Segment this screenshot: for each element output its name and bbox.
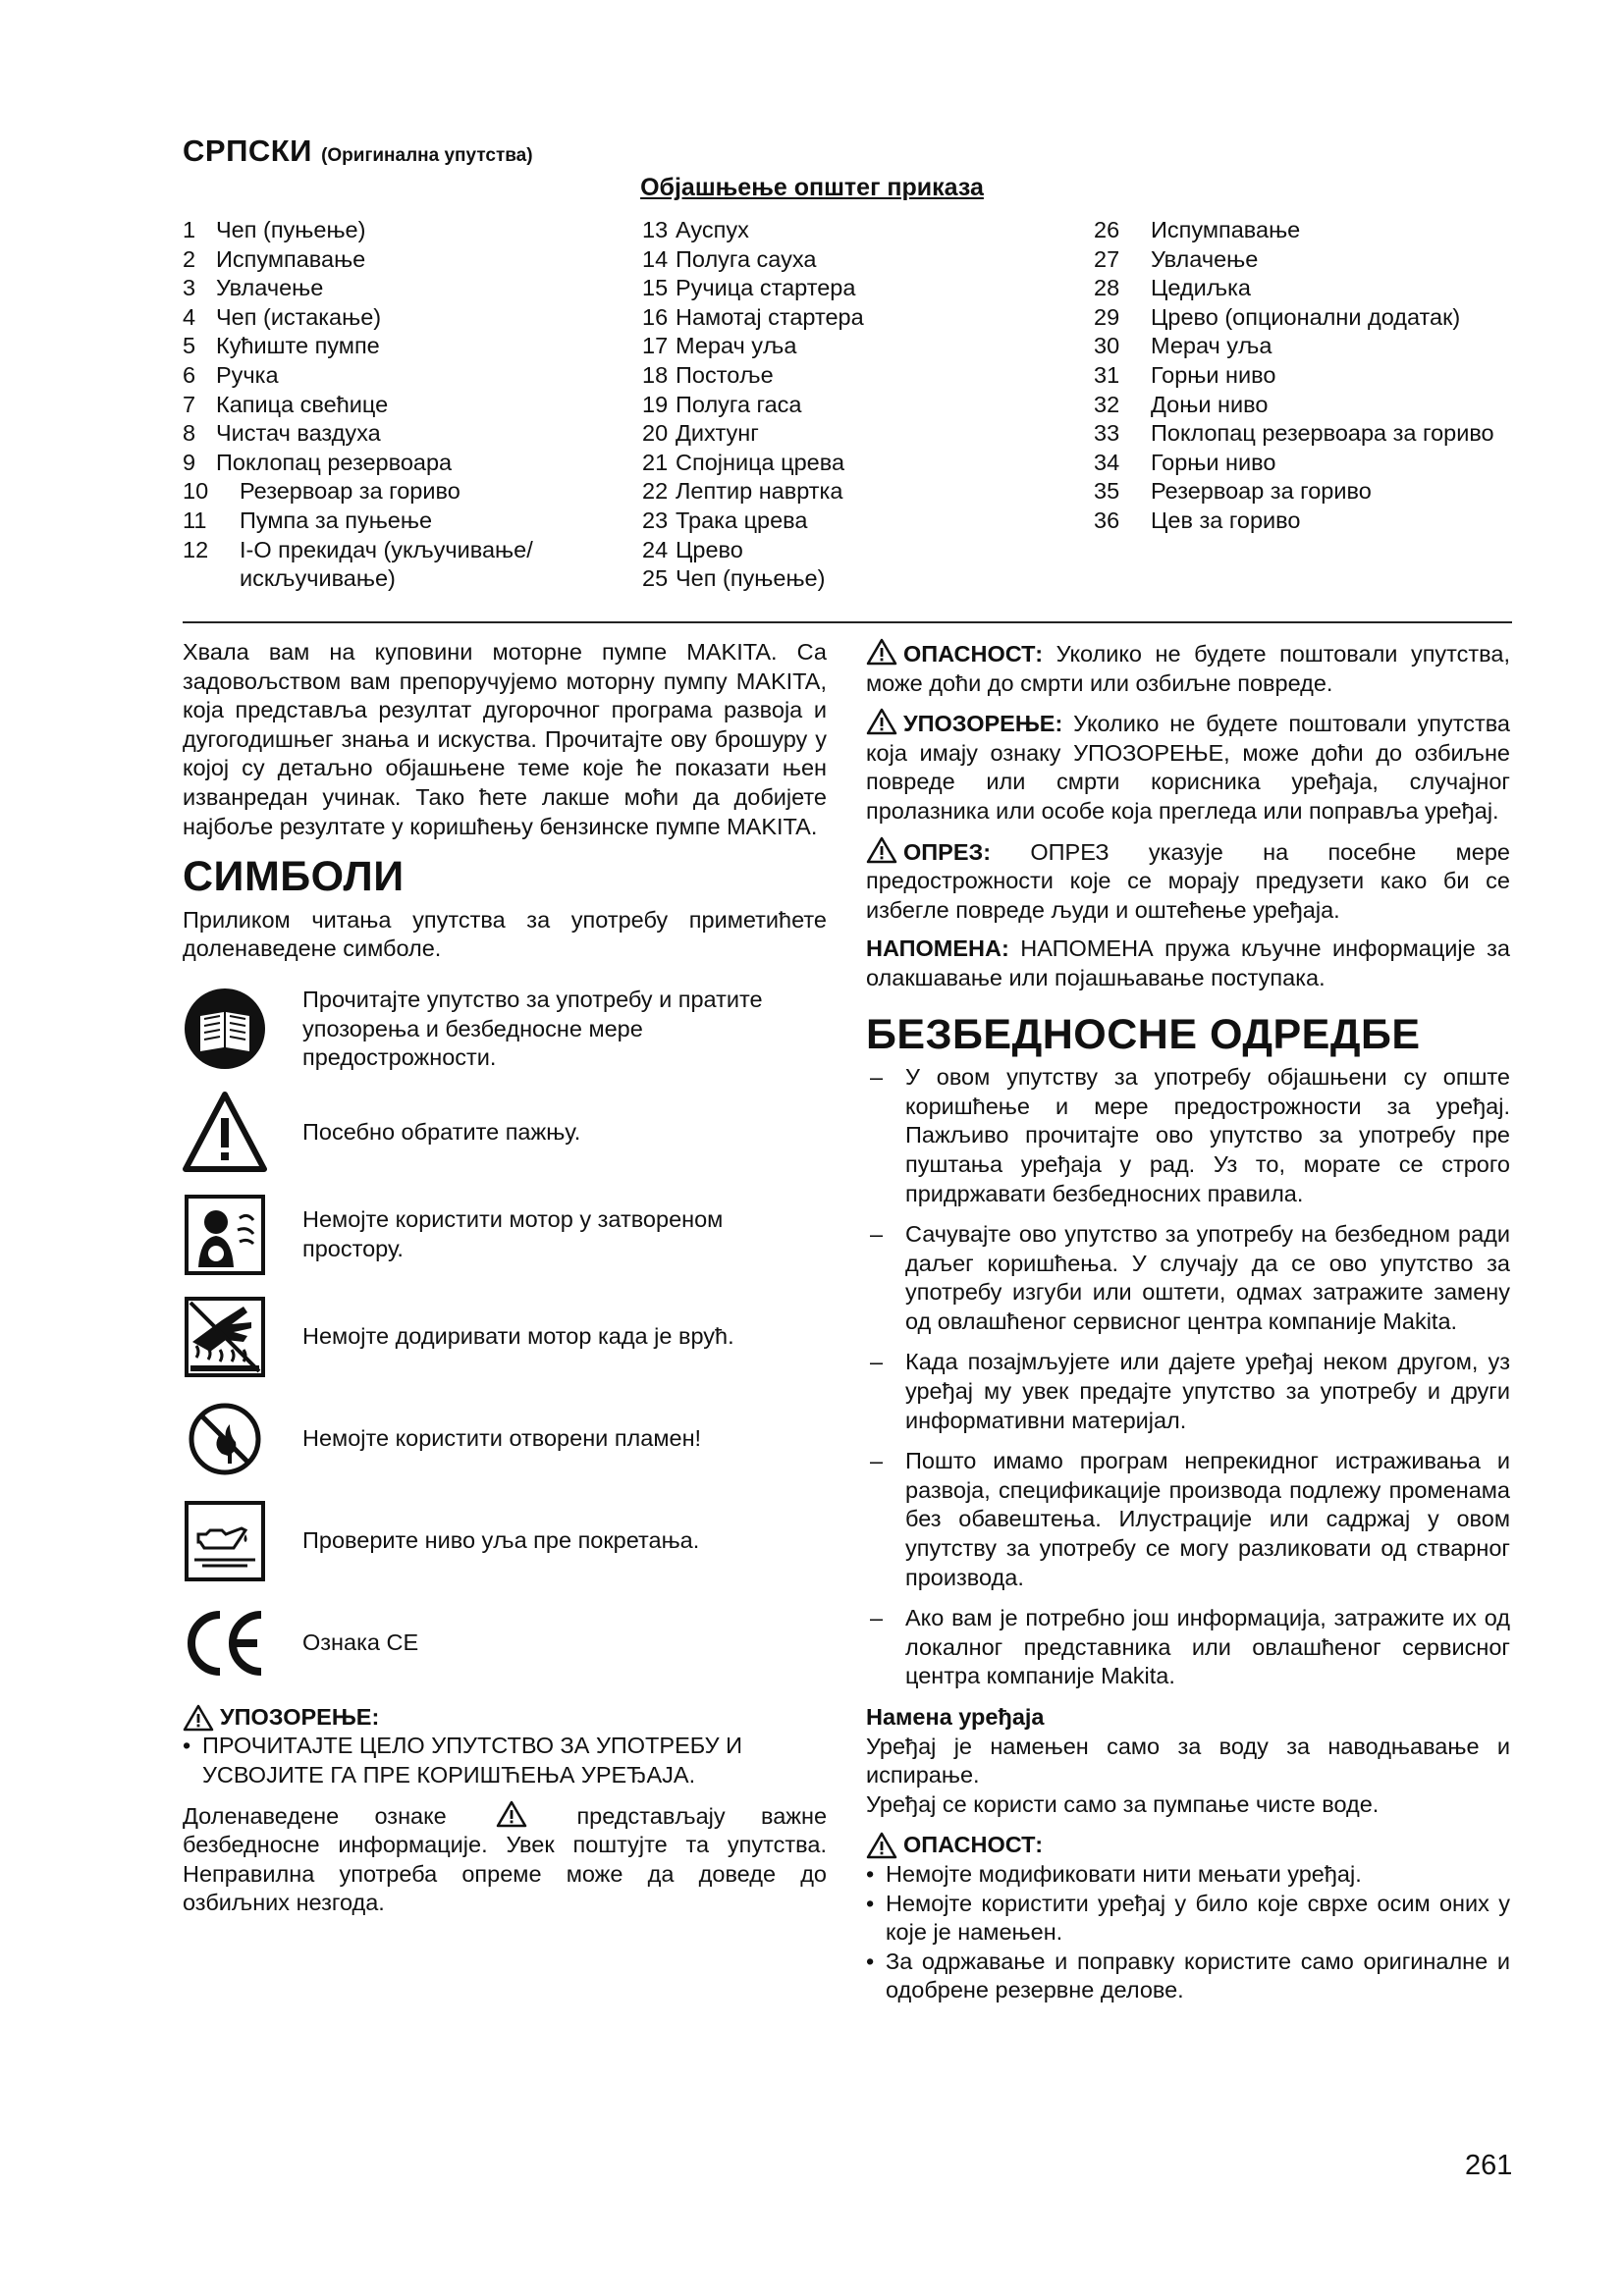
part-number: 7 (183, 391, 196, 417)
part-number: 13 (642, 217, 669, 242)
overview-title: Објашњење општег приказа (640, 174, 984, 201)
part-number: 22 (642, 478, 669, 505)
part-number: 24 (642, 536, 669, 562)
part-item (642, 216, 1074, 245)
part-label: Мерач уља (1151, 333, 1272, 359)
part-item (183, 303, 615, 333)
section-divider (183, 621, 1512, 623)
part-number: 3 (183, 275, 196, 301)
part-item (1094, 477, 1526, 507)
part-item (642, 303, 1074, 333)
part-number: 15 (642, 275, 669, 301)
safety-heading: БЕЗБЕДНОСНЕ ОДРЕДБЕ (866, 1010, 1421, 1058)
safety-item: – Ако вам је потребно још информација, затражите их од локалног представника или овлашћеног сервисног центра компаније Makita. (870, 1605, 1510, 1689)
part-number: 1 (183, 217, 196, 242)
safety-item: – У овом упутству за употребу објашњени су опште коришћење и мере предострожности за уређај. Пажљиво прочитајте ово упутство за употребу пре пуштања уређаја у рад. Уз то, морате се строго придржавати безбедносних правила. (870, 1064, 1510, 1206)
part-label: Црево (опционални додатак) (1151, 303, 1461, 330)
parts-list-column-3 (1094, 216, 1526, 536)
part-label: Чистач ваздуха (216, 420, 381, 447)
part-label: I-O прекидач (укључивање/ искључивање) (240, 536, 533, 592)
part-item (183, 361, 615, 391)
intro-paragraph: Хвала вам на куповини моторне пумпе MAKITA. Са задовољством вам препоручујемо моторну пумпу MAKITA, која представља резултат дугорочног програма развоја и дугогодишњег знања и искуства. Прочитајте ову брошуру у којој су детаљно објашњене теме које ће показати њен изванредан учинак. Тако ћете лакше моћи да добијете најбоље резултате у коришћењу бензинске пумпе MAKITA. (183, 639, 827, 839)
part-number: 33 (1094, 420, 1120, 447)
part-number: 8 (183, 420, 196, 447)
warning-triangle-icon (866, 836, 897, 864)
right-column (866, 638, 1510, 2005)
part-item (1094, 245, 1526, 275)
part-number: 5 (183, 333, 196, 359)
part-item (1094, 419, 1526, 449)
symbol-row: Немојте користити отворени пламен! (183, 1397, 827, 1481)
purpose-heading: Намена уређаја (866, 1704, 1045, 1730)
notice-caution: ОПРЕЗ: ОПРЕЗ указује на посебне мере предострожности које се морају предузети како би се избегле повреде људи и оштећење уређаја. (866, 836, 1510, 926)
part-label: Испумпавање (1151, 217, 1301, 242)
part-item (642, 274, 1074, 303)
danger-heading: ОПАСНОСТ: (866, 1831, 1510, 1860)
danger-item: • Немојте користити уређај у било које сврхе осим оних у које је намењен. (866, 1890, 1510, 1946)
part-item (183, 449, 615, 478)
part-label: Цедиљка (1151, 275, 1251, 301)
no-open-flame-icon (183, 1397, 267, 1481)
part-item (183, 536, 615, 594)
part-number: 4 (183, 303, 196, 330)
symbol-row: Ознака CE (183, 1601, 827, 1685)
part-label: Дихтунг (676, 420, 759, 447)
symbol-row: Немојте користити мотор у затвореном простору. (183, 1193, 827, 1277)
warning-heading: УПОЗОРЕЊЕ: (183, 1703, 827, 1733)
part-label: Полуга сауха (676, 245, 817, 272)
part-number: 21 (642, 449, 669, 475)
part-number: 30 (1094, 333, 1120, 359)
symbol-row: Немојте додиривати мотор када је врућ. (183, 1295, 827, 1379)
purpose-text-1: Уређај је намењен само за воду за наводњавање и испирање. (866, 1733, 1510, 1789)
notice-danger: ОПАСНОСТ: Уколико не будете поштовали упутства, може доћи до смрти или озбиљне повреде. (866, 638, 1510, 698)
part-number: 28 (1094, 275, 1120, 301)
part-item (1094, 391, 1526, 420)
parts-list-column-1 (183, 216, 615, 594)
danger-item: • Немојте модификовати нити мењати уређај. (866, 1860, 1362, 1887)
symbols-heading: СИМБОЛИ (183, 853, 405, 901)
warning-triangle-icon (866, 638, 897, 666)
part-label: Пумпа за пуњење (240, 507, 433, 533)
part-item (642, 449, 1074, 478)
no-enclosed-space-icon (183, 1193, 267, 1277)
part-item (183, 274, 615, 303)
part-label: Чеп (истакање) (216, 303, 382, 330)
part-number: 2 (183, 245, 196, 272)
warning-triangle-icon (183, 1091, 267, 1175)
part-number: 16 (642, 303, 669, 330)
part-label: Горњи ниво (1151, 361, 1276, 388)
part-item (183, 391, 615, 420)
part-item (642, 419, 1074, 449)
symbol-row: Проверите ниво уља пре покретања. (183, 1499, 827, 1583)
part-item (642, 507, 1074, 536)
part-label: Постоље (676, 361, 774, 388)
part-number: 11 (183, 507, 207, 533)
part-label: Увлачење (216, 275, 324, 301)
part-label: Испумпавање (216, 245, 366, 272)
part-number: 35 (1094, 478, 1120, 505)
safety-item: – Када позајмљујете или дајете уређај неком другом, уз уређај му увек предајте упутство за употребу и други информативни материјал. (870, 1349, 1510, 1433)
language-heading: СРПСКИ (Оригинална упутства) (183, 133, 533, 168)
part-label: Цев за гориво (1151, 507, 1301, 533)
part-label: Спојница црева (676, 449, 845, 475)
warning-triangle-icon (496, 1800, 527, 1828)
part-number: 26 (1094, 217, 1120, 242)
part-label: Чеп (пуњење) (676, 565, 826, 592)
read-manual-icon (183, 987, 267, 1071)
danger-list (866, 1860, 1510, 2005)
part-item (183, 245, 615, 275)
part-label: Трака црева (676, 507, 808, 533)
part-item (183, 216, 615, 245)
safety-list (866, 1063, 1510, 1691)
part-label: Лептир навртка (676, 478, 843, 505)
part-item (642, 564, 1074, 594)
part-number: 27 (1094, 245, 1120, 272)
warning-triangle-icon (183, 1704, 214, 1732)
part-item (1094, 507, 1526, 536)
notices (866, 638, 1510, 993)
part-item (642, 245, 1074, 275)
part-label: Капица свећице (216, 391, 389, 417)
part-number: 36 (1094, 507, 1120, 533)
part-label: Резервоар за гориво (1151, 478, 1372, 505)
symbols-intro: Приликом читања упутства за употребу приметићете доленаведене симболе. (183, 906, 827, 962)
part-item (642, 391, 1074, 420)
part-number: 29 (1094, 303, 1120, 330)
purpose-text-2: Уређај се користи само за пумпање чисте воде. (866, 1790, 1380, 1817)
part-number: 9 (183, 449, 196, 475)
part-item (642, 332, 1074, 361)
part-label: Ручка (216, 361, 279, 388)
part-number: 32 (1094, 391, 1120, 417)
part-number: 14 (642, 245, 669, 272)
part-label: Увлачење (1151, 245, 1259, 272)
language-subtitle: (Оригинална упутства) (321, 145, 533, 166)
part-label: Доњи ниво (1151, 391, 1269, 417)
safety-item: – Пошто имамо програм непрекидног истраживања и развоја, спецификације производа подлежу променама без обавештења. Илустрације или садржај у овом упутству за употребу се могу разликовати од стварног производа. (870, 1448, 1510, 1590)
part-label: Резервоар за гориво (240, 478, 460, 505)
danger-item: • За одржавање и поправку користите само оригиналне и одобрене резервне делове. (866, 1948, 1510, 2003)
part-item (183, 419, 615, 449)
part-number: 23 (642, 507, 669, 533)
part-item (183, 477, 615, 507)
part-number: 6 (183, 361, 196, 388)
safety-item: – Сачувајте ово упутство за употребу на безбедном ради даљег коришћења. У случају да се ово упутство за употребу изгуби или оштети, одмах затражите замену од овлашћеног сервисног центра компаније Makita. (870, 1221, 1510, 1334)
part-label: Кућиште пумпе (216, 333, 380, 359)
part-label: Горњи ниво (1151, 449, 1276, 475)
symbol-row: Прочитајте упутство за употребу и пратите упозорења и безбедносне мере предострожности. (183, 986, 827, 1073)
part-item (1094, 449, 1526, 478)
symbol-row: Посебно обратите пажњу. (183, 1091, 827, 1175)
part-label: Поклопац резервоара за гориво (1151, 420, 1494, 447)
notice-note: НАПОМЕНА: НАПОМЕНА пружа кључне информације за олакшавање или појашњавање поступака. (866, 935, 1510, 990)
part-label: Ауспух (676, 217, 749, 242)
part-number: 17 (642, 333, 669, 359)
ce-mark-icon (183, 1601, 267, 1685)
left-column (183, 638, 827, 1918)
warning-triangle-icon (866, 708, 897, 735)
part-number: 31 (1094, 361, 1120, 388)
part-item (183, 507, 615, 536)
part-item (642, 361, 1074, 391)
part-item (1094, 216, 1526, 245)
part-item (1094, 274, 1526, 303)
warning-bullet: • ПРОЧИТАЈТЕ ЦЕЛО УПУТСТВО ЗА УПОТРЕБУ И УСВОЈИТЕ ГА ПРЕ КОРИШЋЕЊА УРЕЂАЈА. (183, 1733, 742, 1788)
part-number: 12 (183, 536, 209, 562)
marks-paragraph: Доленаведене ознаке представљају важне безбедносне информације. Увек поштујте та упутства. Неправилна употреба опреме може да доведе до озбиљних незгода. (183, 1800, 827, 1918)
part-label: Мерач уља (676, 333, 797, 359)
part-number: 18 (642, 361, 669, 388)
parts-list-column-2 (642, 216, 1074, 594)
part-label: Полуга гаса (676, 391, 802, 417)
part-label: Црево (676, 536, 743, 562)
page-number: 261 (1465, 2150, 1513, 2181)
part-number: 19 (642, 391, 669, 417)
part-item (642, 536, 1074, 565)
part-number: 25 (642, 565, 669, 592)
part-number: 34 (1094, 449, 1120, 475)
part-item (642, 477, 1074, 507)
part-label: Намотај стартера (676, 303, 864, 330)
hot-surface-icon (183, 1295, 267, 1379)
part-item (1094, 361, 1526, 391)
part-label: Чеп (пуњење) (216, 217, 366, 242)
part-label: Ручица стартера (676, 275, 856, 301)
part-number: 20 (642, 420, 669, 447)
part-number: 10 (183, 478, 209, 505)
oil-level-icon (183, 1499, 267, 1583)
part-label: Поклопац резервоара (216, 449, 453, 475)
part-item (1094, 332, 1526, 361)
notice-warning: УПОЗОРЕЊЕ: Уколико не будете поштовали упутства која имају ознаку УПОЗОРЕЊЕ, може доћи до озбиљне повреде или смрти корисника уређаја, случајног пролазника или особе која прегледа или поправља уређај. (866, 708, 1510, 826)
part-item (183, 332, 615, 361)
warning-triangle-icon (866, 1832, 897, 1859)
part-item (1094, 303, 1526, 333)
